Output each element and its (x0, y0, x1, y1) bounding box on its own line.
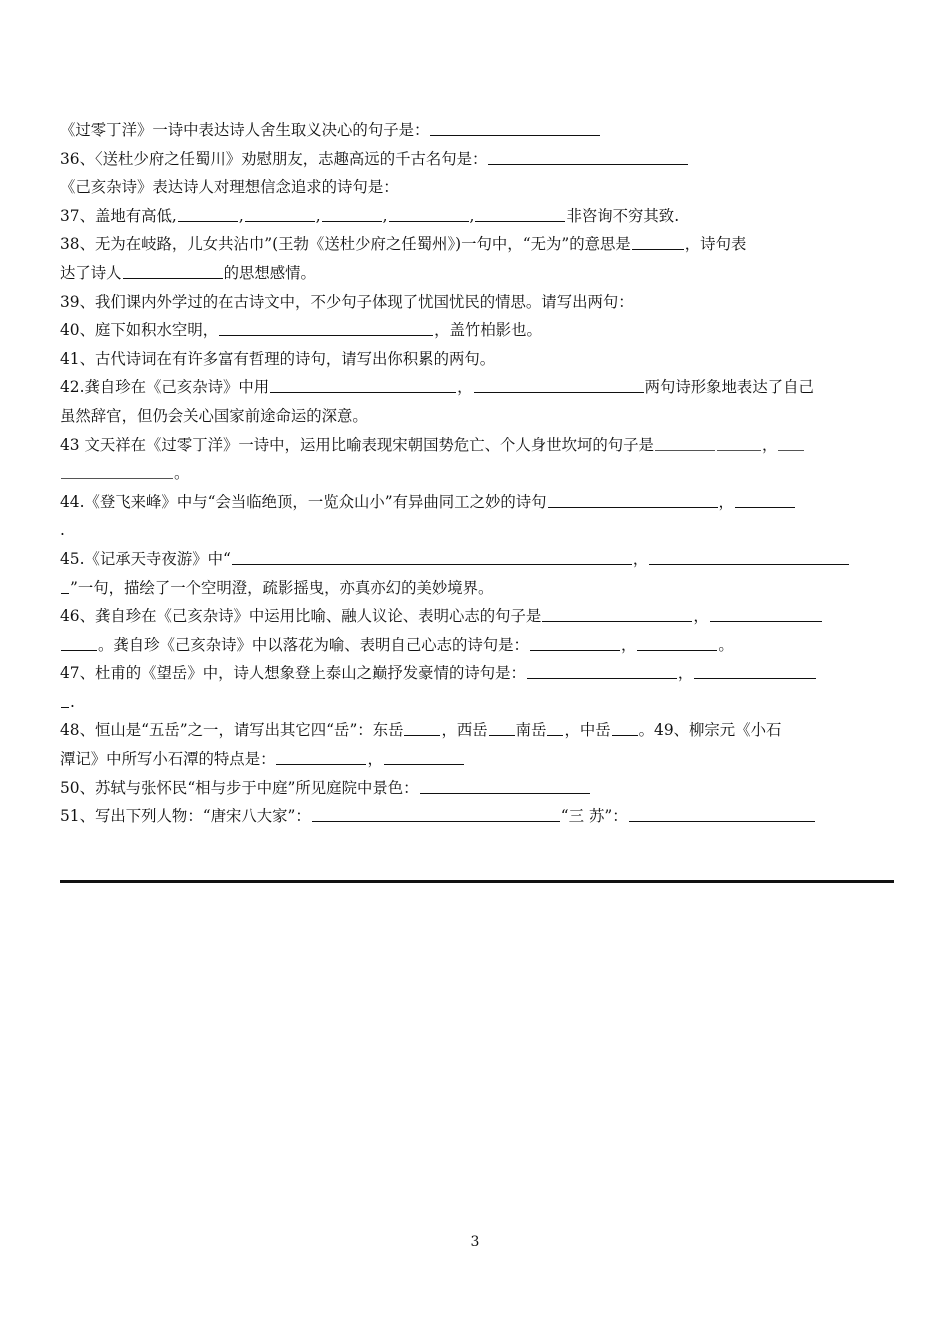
answer-blank[interactable] (778, 434, 804, 451)
answer-blank[interactable] (404, 719, 440, 736)
question-text: ”一句，描绘了一个空明澄，疏影摇曳，亦真亦幻的美妙境界。 (70, 578, 494, 597)
question-text: 。49、柳宗元《小石 (638, 721, 782, 740)
question-text: 。 (718, 635, 734, 654)
answer-blank[interactable] (632, 233, 684, 250)
question-line (60, 631, 894, 660)
question-text: , (469, 206, 475, 225)
question-text: 39、我们课内外学过的在古诗文中，不少句子体现了忧国忧民的情思。请写出两句： (60, 292, 634, 311)
question-text: . (70, 692, 75, 711)
answer-blank[interactable] (717, 434, 761, 451)
answer-blank[interactable] (527, 662, 677, 679)
question-line (60, 659, 894, 688)
question-text: ， (693, 607, 709, 626)
question-text: 。 (174, 464, 190, 483)
question-line (60, 688, 894, 717)
question-line (60, 602, 894, 631)
question-text: 48、恒山是“五岳”之一，请写出其它四“岳”：东岳 (60, 721, 404, 740)
question-line (60, 802, 894, 831)
answer-blank[interactable] (61, 634, 97, 651)
question-text: 45.《记承天寺夜游》中“ (60, 549, 231, 568)
question-text: 37、盖地有高低, (60, 206, 177, 225)
question-text: , (238, 206, 244, 225)
question-text: ， (677, 664, 694, 683)
question-line (60, 488, 894, 517)
answer-blank[interactable] (276, 748, 366, 765)
question-text: 51、写出下列人物：“唐宋八大家”： (60, 807, 311, 826)
question-text: 达了诗人 (60, 263, 122, 282)
answer-blank[interactable] (245, 205, 315, 222)
question-text: 47、杜甫的《望岳》中，诗人想象登上泰山之巅抒发豪情的诗句是： (60, 664, 526, 683)
answer-blank[interactable] (312, 805, 560, 822)
question-text: . (60, 521, 65, 540)
worksheet-body (60, 116, 894, 831)
answer-blank[interactable] (389, 205, 469, 222)
answer-blank[interactable] (649, 548, 849, 565)
answer-blank[interactable] (488, 148, 688, 165)
question-text: 南岳 (515, 721, 547, 740)
question-text: 38、无为在岐路，儿女共沾巾”(王勃《送杜少府之任蜀州》)一句中，“无为”的意思是 (60, 235, 631, 254)
question-text: 。龚自珍《己亥杂诗》中以落花为喻、表明自己心志的诗句是： (98, 635, 529, 654)
question-line (60, 316, 894, 345)
question-line (60, 230, 894, 259)
question-line (60, 345, 894, 374)
question-text: ，中岳 (564, 721, 611, 740)
question-text: 44.《登飞来峰》中与“会当临绝顶，一览众山小”有异曲同工之妙的诗句 (60, 492, 547, 511)
answer-blank[interactable] (420, 777, 590, 794)
answer-blank[interactable] (322, 205, 382, 222)
answer-blank[interactable] (542, 605, 692, 622)
question-text: 43 文天祥在《过零丁洋》一诗中，运用比喻表现宋朝国势危亡、个人身世坎坷的句子是 (60, 435, 654, 454)
answer-blank[interactable] (548, 491, 718, 508)
question-line (60, 145, 894, 174)
question-line (60, 288, 894, 317)
answer-blank[interactable] (384, 748, 464, 765)
question-text: 40、庭下如积水空明， (60, 321, 219, 340)
question-text: 非咨询不穷其致. (566, 206, 680, 225)
answer-blank[interactable] (219, 319, 433, 336)
question-line (60, 116, 894, 145)
answer-blank[interactable] (735, 491, 795, 508)
question-text: ， (718, 492, 734, 511)
page-number: 3 (470, 1234, 480, 1250)
answer-blank[interactable] (232, 548, 632, 565)
answer-blank[interactable] (694, 662, 816, 679)
answer-blank[interactable] (629, 805, 815, 822)
question-line (60, 373, 894, 402)
question-text: ， (632, 549, 649, 568)
question-text: 《过零丁洋》一诗中表达诗人舍生取义决心的句子是： (60, 121, 430, 139)
answer-blank[interactable] (123, 262, 223, 279)
answer-blank[interactable] (430, 119, 600, 136)
question-text: 虽然辞官，但仍会关心国家前途命运的深意。 (60, 406, 368, 425)
answer-blank[interactable] (612, 719, 638, 736)
question-text: ， (367, 750, 383, 769)
question-text: ， (457, 378, 473, 397)
question-line (60, 574, 894, 603)
answer-blank[interactable] (61, 691, 69, 708)
answer-blank[interactable] (710, 605, 822, 622)
question-line (60, 459, 894, 488)
question-text: 46、龚自珍在《己亥杂诗》中运用比喻、融人议论、表明心志的句子是 (60, 607, 542, 626)
question-text: 《己亥杂诗》表达诗人对理想信念追求的诗句是： (60, 178, 399, 197)
question-text: 两句诗形象地表达了自己 (644, 378, 814, 397)
question-text: ，西岳 (441, 721, 488, 740)
answer-blank[interactable] (61, 577, 69, 594)
answer-blank[interactable] (270, 376, 456, 393)
question-line (60, 545, 894, 574)
question-line (60, 431, 894, 460)
section-divider (60, 880, 894, 883)
answer-blank[interactable] (547, 719, 563, 736)
question-text: 潭记》中所写小石潭的特点是： (60, 750, 276, 769)
question-text: , (382, 206, 388, 225)
answer-blank[interactable] (178, 205, 238, 222)
question-text: ， (761, 435, 778, 454)
question-text: “三 苏”： (560, 807, 628, 826)
question-line (60, 259, 894, 288)
question-text: 50、苏轼与张怀民“相与步于中庭”所见庭院中景色： (60, 778, 419, 797)
question-text: 36、〈送杜少府之任蜀川》劝慰朋友，志趣高远的千古名句是： (60, 149, 488, 168)
answer-blank[interactable] (489, 719, 515, 736)
question-text: ， (620, 635, 637, 654)
question-text: ，盖竹柏影也。 (434, 321, 542, 340)
question-text: 41、古代诗词在有许多富有哲理的诗句，请写出你积累的两句。 (60, 349, 496, 368)
answer-blank[interactable] (474, 376, 644, 393)
question-line (60, 745, 894, 774)
question-line (60, 402, 894, 431)
answer-blank[interactable] (61, 462, 173, 479)
answer-blank[interactable] (637, 634, 717, 651)
question-line (60, 173, 894, 202)
question-line (60, 774, 894, 803)
question-text: 42.龚自珍在《己亥杂诗》中用 (60, 378, 270, 397)
question-text: 的思想感情。 (223, 263, 316, 282)
question-line (60, 516, 894, 545)
question-line (60, 202, 894, 231)
answer-blank[interactable] (655, 434, 715, 451)
question-text: ，诗句表 (684, 235, 747, 254)
question-text: , (315, 206, 321, 225)
answer-blank[interactable] (475, 205, 565, 222)
question-line (60, 716, 894, 745)
answer-blank[interactable] (530, 634, 620, 651)
